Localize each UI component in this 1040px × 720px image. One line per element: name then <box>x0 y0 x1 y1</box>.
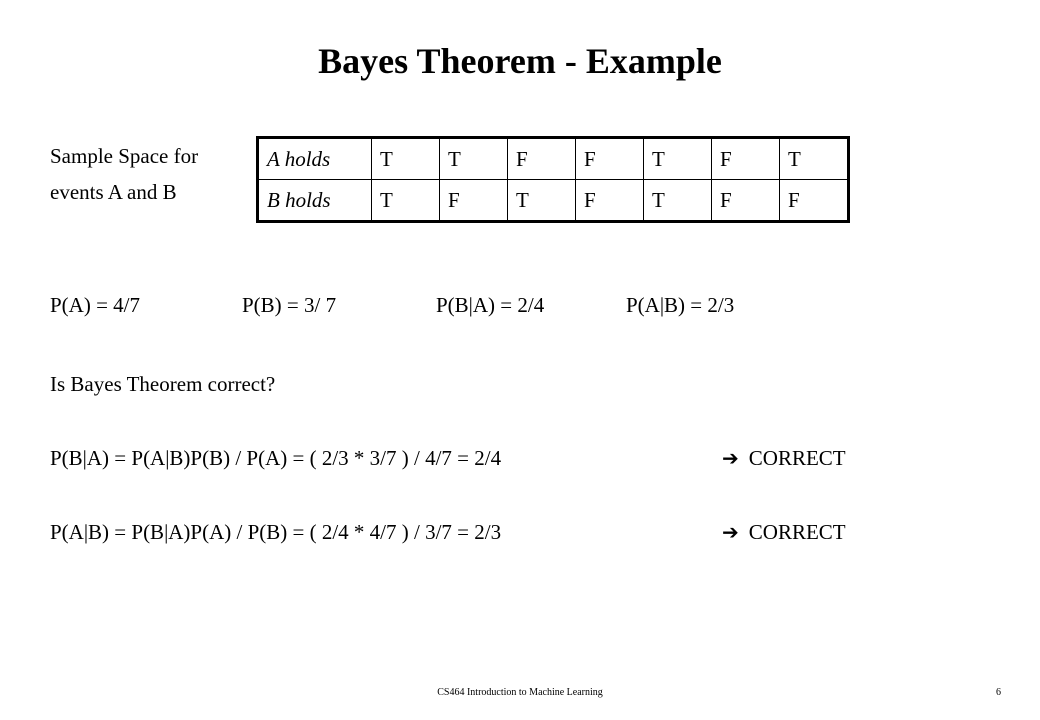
check-1-formula: P(B|A) = P(A|B)P(B) / P(A) = ( 2/3 * 3/7 ) / 4/7 = 2/4 <box>50 446 502 470</box>
table-cell: T <box>372 138 440 180</box>
sample-space-label-line: events A and B <box>50 180 177 204</box>
row-header-a: A holds <box>258 138 372 180</box>
check-2-formula: P(A|B) = P(B|A)P(A) / P(B) = ( 2/4 * 4/7 ) / 3/7 = 2/3 <box>50 520 502 544</box>
table-cell: F <box>440 180 508 222</box>
table-row-a <box>258 138 849 180</box>
table-cell: F <box>576 180 644 222</box>
table-cell: T <box>780 138 849 180</box>
table-cell: T <box>644 180 712 222</box>
slide-footer: CS464 Introduction to Machine Learning <box>437 687 603 698</box>
table-cell: F <box>712 180 780 222</box>
table-row-b <box>258 180 849 222</box>
check-2-result: CORRECT <box>748 520 846 544</box>
table-cell: F <box>780 180 849 222</box>
table-cell: F <box>576 138 644 180</box>
right-arrow-icon: ➔ <box>722 446 739 470</box>
table-cell: T <box>508 180 576 222</box>
prob-b-given-a: P(B|A) = 2/4 <box>436 293 545 317</box>
table-cell: T <box>644 138 712 180</box>
sample-space-table <box>256 136 850 223</box>
slide-title: Bayes Theorem - Example <box>318 41 722 81</box>
question-text: Is Bayes Theorem correct? <box>50 372 276 396</box>
check-1-verdict <box>722 446 846 471</box>
sample-space-label <box>50 138 198 210</box>
table-cell: T <box>372 180 440 222</box>
check-2-verdict <box>722 520 846 545</box>
prob-a: P(A) = 4/7 <box>50 293 141 317</box>
prob-b: P(B) = 3/ 7 <box>242 293 337 317</box>
table-cell: F <box>712 138 780 180</box>
check-1-result: CORRECT <box>748 446 846 470</box>
table-cell: F <box>508 138 576 180</box>
row-header-b: B holds <box>258 180 372 222</box>
right-arrow-icon: ➔ <box>722 520 739 544</box>
prob-a-given-b: P(A|B) = 2/3 <box>626 293 735 317</box>
table-cell: T <box>440 138 508 180</box>
sample-space-label-line: Sample Space for <box>50 144 199 168</box>
page-number: 6 <box>996 687 1001 698</box>
